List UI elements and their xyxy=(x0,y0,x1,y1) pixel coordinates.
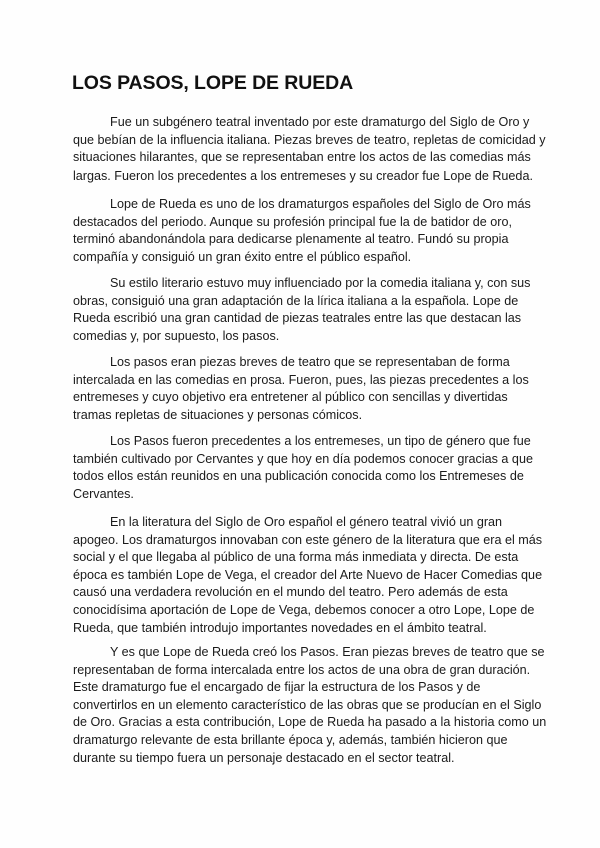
paragraph-4 xyxy=(73,354,543,424)
paragraph-6 xyxy=(73,514,543,637)
text-line: comedias y, por supuesto, los pasos. xyxy=(73,328,280,343)
text-line: compañía y consiguió un gran éxito entre el público español. xyxy=(73,249,412,264)
text-line: destacados del periodo. Aunque su profesión principal fue la de batidor de oro, xyxy=(73,214,512,229)
text-line: tramas repletas de situaciones y personas cómicos. xyxy=(73,407,363,422)
text-line: conocidísima aportación de Lope de Vega, debemos conocer a otro Lope, Lope de xyxy=(73,602,535,617)
text-line: largas. Fueron los precedentes a los entremeses y su creador fue Lope de Rueda. xyxy=(73,168,533,183)
paragraph-2 xyxy=(73,196,543,266)
document-title: LOS PASOS, LOPE DE RUEDA xyxy=(72,72,354,94)
text-line: de Oro. Gracias a esta contribución, Lope de Rueda ha pasado a la historia como un xyxy=(73,715,547,730)
text-line: que bebían de la influencia italiana. Piezas breves de teatro, repletas de comicidad y xyxy=(73,132,546,147)
text-line: Los pasos eran piezas breves de teatro que se representaban de forma xyxy=(110,355,510,369)
paragraph-5 xyxy=(73,433,543,503)
text-line: Lope de Rueda es uno de los dramaturgos españoles del Siglo de Oro más xyxy=(110,197,531,211)
text-line: durante su tiempo fuera un personaje destacado en el sector teatral. xyxy=(73,750,455,765)
text-line: también cultivado por Cervantes y que hoy en día podemos conocer gracias a que xyxy=(73,451,533,466)
text-line: Su estilo literario estuvo muy influenciado por la comedia italiana y, con sus xyxy=(110,276,531,290)
text-line: entremeses y cuyo objetivo era entretener al público con sencillas y divertidas xyxy=(73,390,508,405)
text-line: convertirlos en un elemento característico de las obras que se producían en el Siglo xyxy=(73,697,542,712)
text-line: Y es que Lope de Rueda creó los Pasos. Eran piezas breves de teatro que se xyxy=(110,645,545,659)
paragraph-1 xyxy=(73,114,546,185)
paragraph-7 xyxy=(73,644,547,767)
text-line: Cervantes. xyxy=(73,486,134,501)
text-line: situaciones hilarantes, que se representaban entre los actos de las comedias más xyxy=(73,150,531,165)
text-line: apogeo. Los dramaturgos innovaban con este género de la literatura que era el más xyxy=(73,532,543,547)
text-line: Rueda escribió una gran cantidad de piezas teatrales entre las que destacan las xyxy=(73,311,522,326)
text-line: representaban de forma intercalada entre los actos de una obra de gran duración. xyxy=(73,662,531,677)
text-line: terminó abandonándola para dedicarse plenamente al teatro. Fundó su propia xyxy=(73,232,509,247)
paragraph-3 xyxy=(73,275,543,345)
text-line: Este dramaturgo fue el encargado de fijar la estructura de los Pasos y de xyxy=(73,680,481,695)
text-line: intercalada en las comedias en prosa. Fueron, pues, las piezas precedentes a los xyxy=(73,372,529,387)
text-line: dramaturgo relevante de esta brillante época y, además, también hicieron que xyxy=(73,732,508,747)
text-line: época es también Lope de Vega, el creador del Arte Nuevo de Hacer Comedias que xyxy=(73,567,543,582)
text-line: Rueda, que también introdujo importantes novedades en el ámbito teatral. xyxy=(73,620,487,635)
text-line: Los Pasos fueron precedentes a los entremeses, un tipo de género que fue xyxy=(110,434,531,448)
text-line: En la literatura del Siglo de Oro español el género teatral vivió un gran xyxy=(110,515,503,529)
text-line: causó una verdadera revolución en el mundo del teatro. Pero además de esta xyxy=(73,585,508,600)
text-line: todos ellos están reunidos en una publicación conocida como los Entremeses de xyxy=(73,469,524,484)
text-line: Fue un subgénero teatral inventado por este dramaturgo del Siglo de Oro y xyxy=(110,115,530,129)
text-line: social y el que llegaba al público de una forma más inmediata y directa. De esta xyxy=(73,550,519,565)
text-line: obras, consiguió una gran adaptación de la lírica italiana a la española. Lope de xyxy=(73,293,519,308)
